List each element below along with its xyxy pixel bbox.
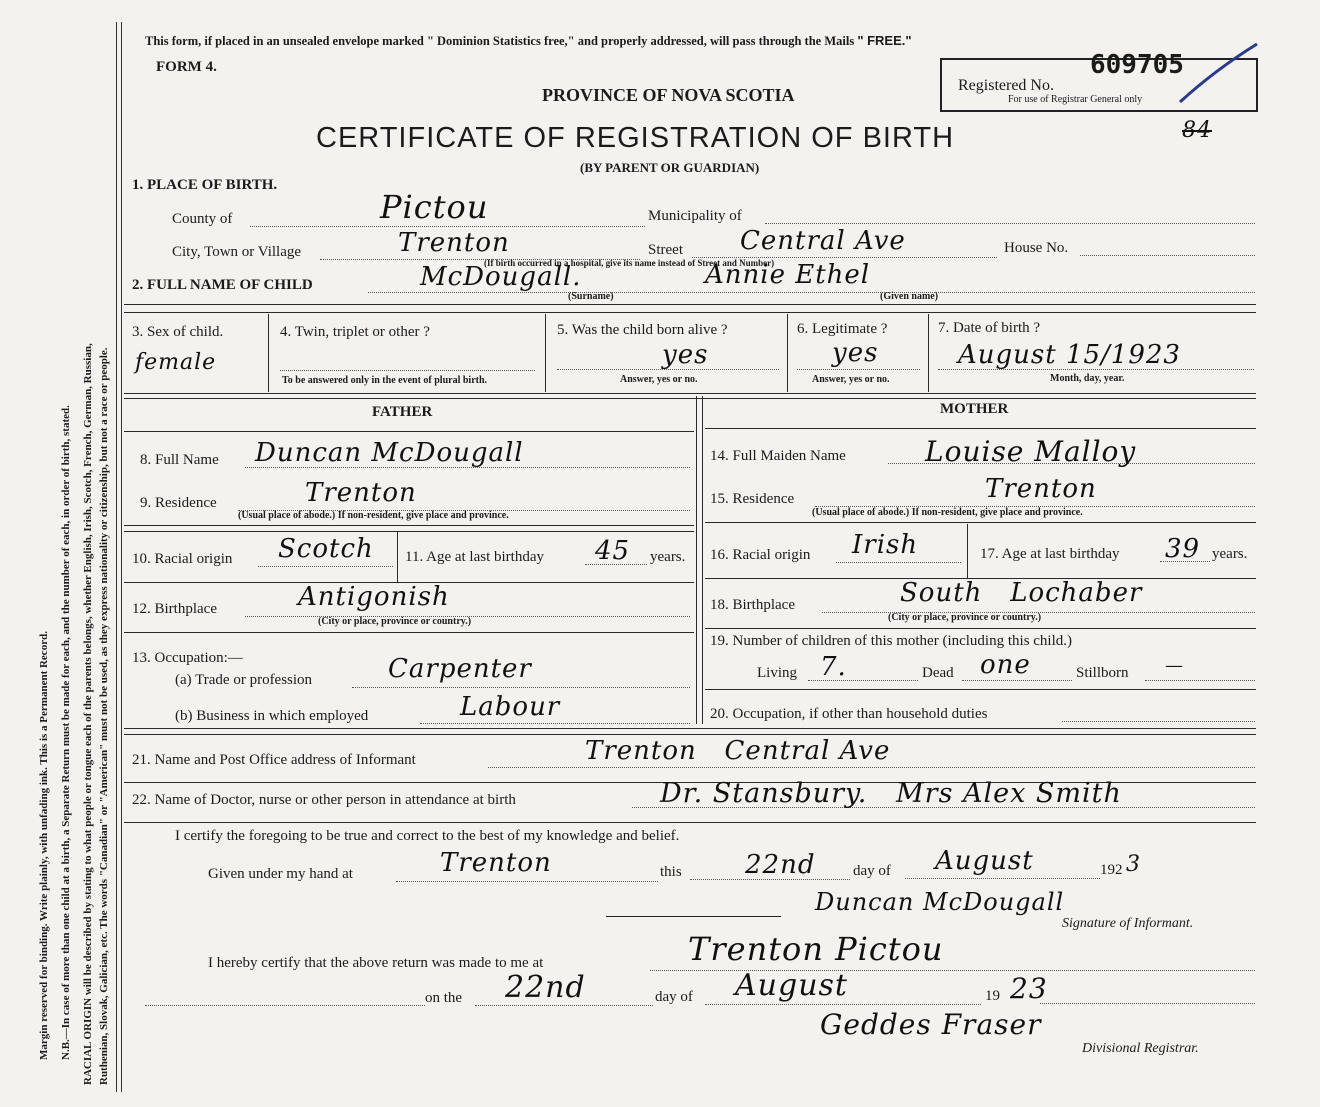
father-age-label: 11. Age at last birthday [405,549,544,565]
given-name-note: (Given name) [880,291,939,302]
mother-residence-note: (Usual place of abode.) If non-resident, give place and province. [812,507,1083,518]
registrar-month-value: August [735,968,848,1003]
mother-name-label: 14. Full Maiden Name [710,448,846,464]
mother-birthplace-value: South Lochaber [900,578,1143,608]
sex-value: female [135,350,217,375]
business-label: (b) Business in which employed [175,708,369,724]
form-number: FORM 4. [156,59,217,75]
registrar-day-value: 22nd [505,970,586,1005]
given-day-value: 22nd [745,850,816,880]
house-number-label: House No. [1004,240,1069,256]
dead-label: Dead [922,665,954,681]
county-value: Pictou [380,188,489,226]
children-count-label: 19. Number of children of this mother (including this child.) [710,633,1073,649]
informant-address-label: 21. Name and Post Office address of Informant [132,752,416,768]
corner-mark: 84 [1182,118,1212,143]
living-label: Living [757,665,797,681]
mother-heading: MOTHER [940,401,1009,417]
child-surname: McDougall. [420,262,582,292]
registration-number: 609705 [1090,50,1184,80]
mother-name-value: Louise Malloy [925,435,1137,468]
stillborn-value: — [1165,655,1184,676]
alive-value: yes [662,340,709,370]
margin-note-4: Ruthenian, Slovak, Galician, etc. The words "Canadian" or "American" must not be used, as they express nationality or citizenship, but not a race or people. [98,347,110,1085]
margin-note-2: N.B.—In case of more than one child at a birth, a Separate Return must be made for each, and the number of each, in order of birth, stated. [60,405,72,1060]
place-of-birth-label: 1. PLACE OF BIRTH. [132,177,278,193]
father-birthplace-label: 12. Birthplace [132,601,217,617]
mother-race-value: Irish [852,530,919,560]
business-value: Labour [460,692,561,722]
this-label: this [660,864,682,880]
mother-residence-value: Trenton [985,474,1097,504]
dead-value: one [980,650,1031,680]
father-occupation-label: 13. Occupation:— [132,650,243,666]
alive-label: 5. Was the child born alive ? [557,322,728,338]
father-name-label: 8. Full Name [140,452,219,468]
registered-label: Registered No. [958,77,1054,94]
father-residence-value: Trenton [305,478,417,508]
trade-label: (a) Trade or profession [175,672,313,688]
province-heading: PROVINCE OF NOVA SCOTIA [542,85,795,105]
legitimate-note: Answer, yes or no. [812,374,890,385]
surname-note: (Surname) [568,291,614,302]
margin-rule-2 [121,22,122,1092]
father-age-value: 45 [595,536,631,566]
registrar-note: For use of Registrar General only [1008,94,1143,105]
mailing-notice [145,33,912,49]
father-race-label: 10. Racial origin [132,551,233,567]
father-name-value: Duncan McDougall [255,438,524,468]
sex-label: 3. Sex of child. [132,324,224,340]
legitimate-value: yes [832,338,879,368]
given-under-label: Given under my hand at [208,866,353,882]
registrar-place-value: Trenton Pictou [688,930,944,968]
mother-race-label: 16. Racial origin [710,547,811,563]
mother-birthplace-label: 18. Birthplace [710,597,795,613]
parents-divider [696,396,697,724]
given-place-value: Trenton [440,848,552,878]
document-title: CERTIFICATE OF REGISTRATION OF BIRTH [316,122,955,154]
father-birthplace-value: Antigonish [298,582,450,612]
living-value: 7. [820,652,847,682]
registrar-year-value: 23 [1010,972,1048,1005]
margin-note-3: RACIAL ORIGIN will be described by stating to what people or tongue each of the parents belongs, whether English, Irish, Scotch, French, German, Russian, [82,343,94,1085]
municipality-label: Municipality of [648,208,742,224]
margin-note-1: Margin reserved for binding. Write plainly, with unfading ink. This is a Permanent Record. [38,631,50,1060]
child-given-name: Annie Ethel [705,260,871,290]
on-the-label: on the [425,990,463,1006]
margin-rule [116,22,117,1092]
mother-birthplace-note: (City or place, province or country.) [888,612,1042,623]
registrar-day-of-label: day of [655,989,693,1005]
registrar-signature-label: Divisional Registrar. [1082,1041,1199,1056]
free-mark: " FREE." [857,33,912,48]
father-birthplace-note: (City or place, province or country.) [318,616,472,627]
mother-age-label: 17. Age at last birthday [980,546,1120,562]
city-value: Trenton [398,228,510,258]
document-subtitle: (BY PARENT OR GUARDIAN) [580,160,760,175]
registrar-year-prefix: 19 [985,988,1000,1004]
trade-value: Carpenter [388,654,532,684]
legitimate-label: 6. Legitimate ? [797,321,888,337]
given-year-prefix: 192 [1100,862,1123,878]
twin-label: 4. Twin, triplet or other ? [280,324,430,340]
father-residence-label: 9. Residence [140,495,217,511]
father-race-value: Scotch [278,534,374,564]
county-label: County of [172,211,233,227]
given-day-of-label: day of [853,863,891,879]
street-label: Street [648,242,683,258]
date-of-birth-note: Month, day, year. [1050,373,1125,384]
attendant-label: 22. Name of Doctor, nurse or other person in attendance at birth [132,792,516,808]
street-value: Central Ave [740,226,906,256]
date-of-birth-value: August 15/1923 [958,340,1181,370]
check-stroke-icon [1175,40,1265,110]
informant-address-value: Trenton Central Ave [585,736,891,766]
city-label: City, Town or Village [172,244,302,260]
attendant-value: Dr. Stansbury. Mrs Alex Smith [660,778,1122,809]
mother-occupation-label: 20. Occupation, if other than household duties [710,706,988,722]
father-heading: FATHER [372,404,433,420]
registrar-certification: I hereby certify that the above return was made to me at [208,955,544,971]
mailing-notice-text: This form, if placed in an unsealed envelope marked " Dominion Statistics free," and properly addressed, will pass through the Mails [145,34,855,48]
father-residence-note: (Usual place of abode.) If non-resident, give place and province. [238,510,509,521]
child-name-label: 2. FULL NAME OF CHILD [132,277,313,293]
informant-certification: I certify the foregoing to be true and correct to the best of my knowledge and belief. [175,828,680,844]
mother-age-value: 39 [1165,534,1201,564]
stillborn-label: Stillborn [1076,665,1129,681]
mother-years-label: years. [1212,546,1248,562]
informant-signature: Duncan McDougall [815,888,1065,916]
registrar-signature: Geddes Fraser [820,1008,1042,1041]
father-years-label: years. [650,549,686,565]
date-of-birth-label: 7. Date of birth ? [938,320,1041,336]
alive-note: Answer, yes or no. [620,374,698,385]
given-month-value: August [935,846,1034,876]
given-year-value: 3 [1126,852,1141,877]
hospital-note: (If birth occurred in a hospital, give its name instead of Street and Number) [484,258,775,268]
twin-note: To be answered only in the event of plural birth. [282,375,488,386]
mother-residence-label: 15. Residence [710,491,795,507]
informant-signature-label: Signature of Informant. [1062,916,1194,931]
